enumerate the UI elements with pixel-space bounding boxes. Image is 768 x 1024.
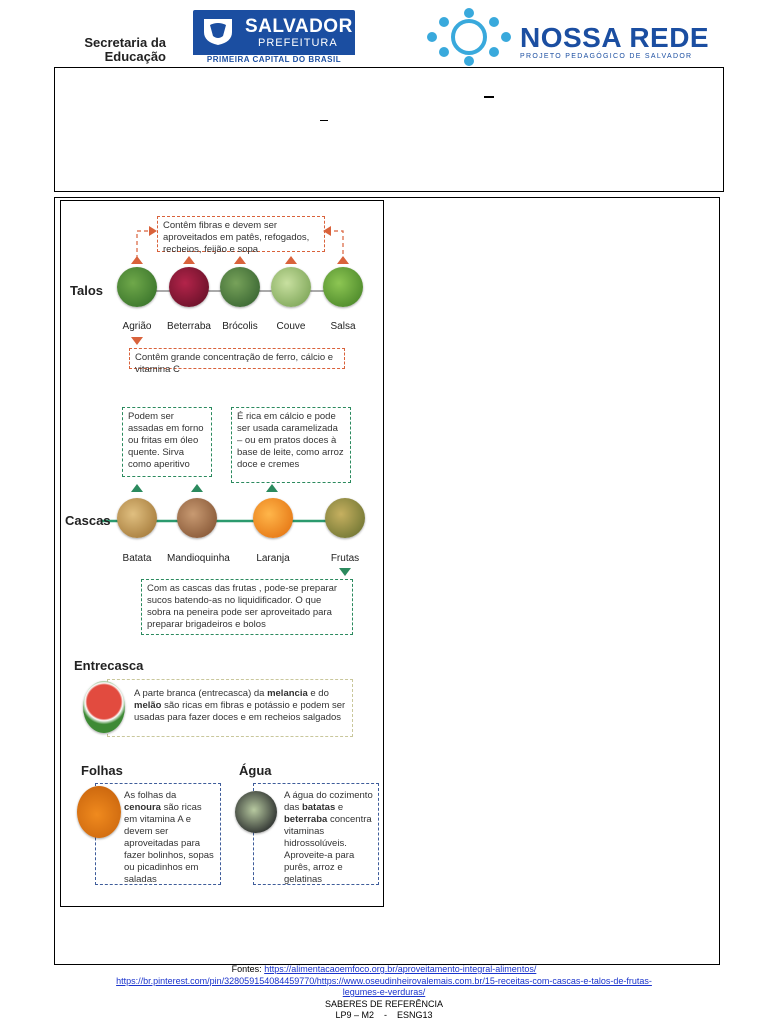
code-label: LP9 – M2 - ESNG13 xyxy=(335,1010,433,1020)
agua-text: e xyxy=(335,802,344,813)
frutas-image xyxy=(325,498,365,538)
talos-bottom-note: Contêm grande concentração de ferro, cálcio e vitamina C xyxy=(129,348,345,369)
arrow-up-icon xyxy=(183,256,195,264)
entrecasca-bold-melancia: melancia xyxy=(267,688,308,699)
agua-bold-batatas: batatas xyxy=(301,802,336,813)
arrow-down-icon xyxy=(339,568,351,576)
cascas-item-label: Batata xyxy=(122,553,152,564)
title-dash xyxy=(484,96,494,98)
cascas-title: Cascas xyxy=(65,513,111,528)
fontes-link-3[interactable]: https://www.oseudinheirovalemais.com.br/15-receitas-com-cascas-e-talos-de-frutas- xyxy=(316,976,652,986)
infographic xyxy=(60,200,384,907)
laranja-image xyxy=(253,498,293,538)
saberes-label: SABERES DE REFERÊNCIA xyxy=(324,999,444,1009)
salsa-image xyxy=(323,267,363,307)
arrow-up-icon xyxy=(191,484,203,492)
talos-item-label: Salsa xyxy=(330,321,356,332)
title-frame xyxy=(54,67,724,192)
folhas-text: são ricas em vitamina A e devem ser aproveitadas para fazer bolinhos, sopas ou picadinhos em saladas xyxy=(124,802,214,885)
fontes-label: Fontes: xyxy=(231,964,265,974)
melancia-image xyxy=(83,681,125,733)
secretaria-label: Secretaria da Educação xyxy=(84,35,166,64)
entrecasca-title: Entrecasca xyxy=(74,658,144,673)
salvador-subtitle: PRIMEIRA CAPITAL DO BRASIL xyxy=(193,55,355,64)
footer-links xyxy=(0,976,768,987)
subtitle-dash xyxy=(320,120,328,121)
arrow-up-icon xyxy=(266,484,278,492)
agua-text: concentra vitaminas hidrossolúveis. Aproveite-a para purês, arroz e gelatinas xyxy=(284,814,372,885)
arrow-up-icon xyxy=(234,256,246,264)
agua-text: A água do cozimento das xyxy=(284,790,373,813)
arrow-up-icon xyxy=(131,256,143,264)
agua-bold-beterraba: beterraba xyxy=(284,814,328,825)
cascas-note-laranja: É rica em cálcio e pode ser usada caramelizada – ou em pratos doces à base de leite, como arroz doce e cremes xyxy=(231,407,351,483)
arrow-up-icon xyxy=(131,484,143,492)
arrow-up-icon xyxy=(285,256,297,264)
agua-title: Água xyxy=(239,763,272,778)
salvador-name: SALVADOR xyxy=(245,16,353,37)
cascas-item-label: Laranja xyxy=(256,553,290,564)
nossa-rede-subtitle: PROJETO PEDAGÓGICO DE SALVADOR xyxy=(520,53,693,60)
arrow-up-icon xyxy=(337,256,349,264)
talos-item-label: Agrião xyxy=(122,321,152,332)
footer-links-cont xyxy=(0,987,768,998)
entrecasca-text: e do xyxy=(307,688,329,699)
talos-item-label: Brócolis xyxy=(222,321,258,332)
couve-image xyxy=(271,267,311,307)
fontes-link-2[interactable]: https://br.pinterest.com/pin/328059154084459770/ xyxy=(116,976,317,986)
brocolis-image xyxy=(220,267,260,307)
cascas-note-frutas: Com as cascas das frutas , pode-se preparar sucos batendo-as no liquidificador. O que sobra na peneira pode ser aproveitado para preparar brigadeiros e bolos xyxy=(141,579,353,635)
folhas-text: As folhas da xyxy=(124,790,177,801)
panela-image xyxy=(235,791,277,833)
entrecasca-bold-melao: melão xyxy=(134,700,162,711)
nossa-rede-title: NOSSA REDE xyxy=(520,22,710,53)
folhas-bold-cenoura: cenoura xyxy=(124,802,161,813)
folhas-title: Folhas xyxy=(81,763,123,778)
beterraba-image xyxy=(169,267,209,307)
arrow-down-icon xyxy=(131,337,143,345)
fontes-link-1[interactable]: https://alimentacaoemfoco.org.br/aproveitamento-integral-alimentos/ xyxy=(264,964,537,974)
entrecasca-text: A parte branca (entrecasca) da xyxy=(134,688,268,699)
agriao-image xyxy=(117,267,157,307)
cascas-note-batata: Podem ser assadas em forno ou fritas em óleo quente. Sirva como aperitivo xyxy=(122,407,212,477)
salvador-prefeitura: PREFEITURA xyxy=(258,37,338,49)
batata-image xyxy=(117,498,157,538)
mandioquinha-image xyxy=(177,498,217,538)
cenoura-image xyxy=(77,786,121,838)
talos-item-label: Beterraba xyxy=(167,321,211,332)
cascas-item-label: Frutas xyxy=(330,553,360,564)
entrecasca-text: são ricas em fibras e potássio e podem ser usadas para fazer doces e em recheios salgados xyxy=(134,700,346,723)
salvador-crest-icon xyxy=(201,16,235,46)
cascas-item-label: Mandioquinha xyxy=(167,553,230,564)
talos-item-label: Couve xyxy=(276,321,306,332)
talos-title: Talos xyxy=(70,283,103,298)
nossa-rede-logo-icon xyxy=(424,8,514,66)
fontes-link-3-cont[interactable]: legumes-e-verduras/ xyxy=(342,987,426,997)
talos-top-note: Contêm fibras e devem ser aproveitados em patês, refogados, recheios, feijão e sopa xyxy=(157,216,325,252)
entrecasca-note xyxy=(107,679,353,737)
footer-fontes xyxy=(0,964,768,975)
